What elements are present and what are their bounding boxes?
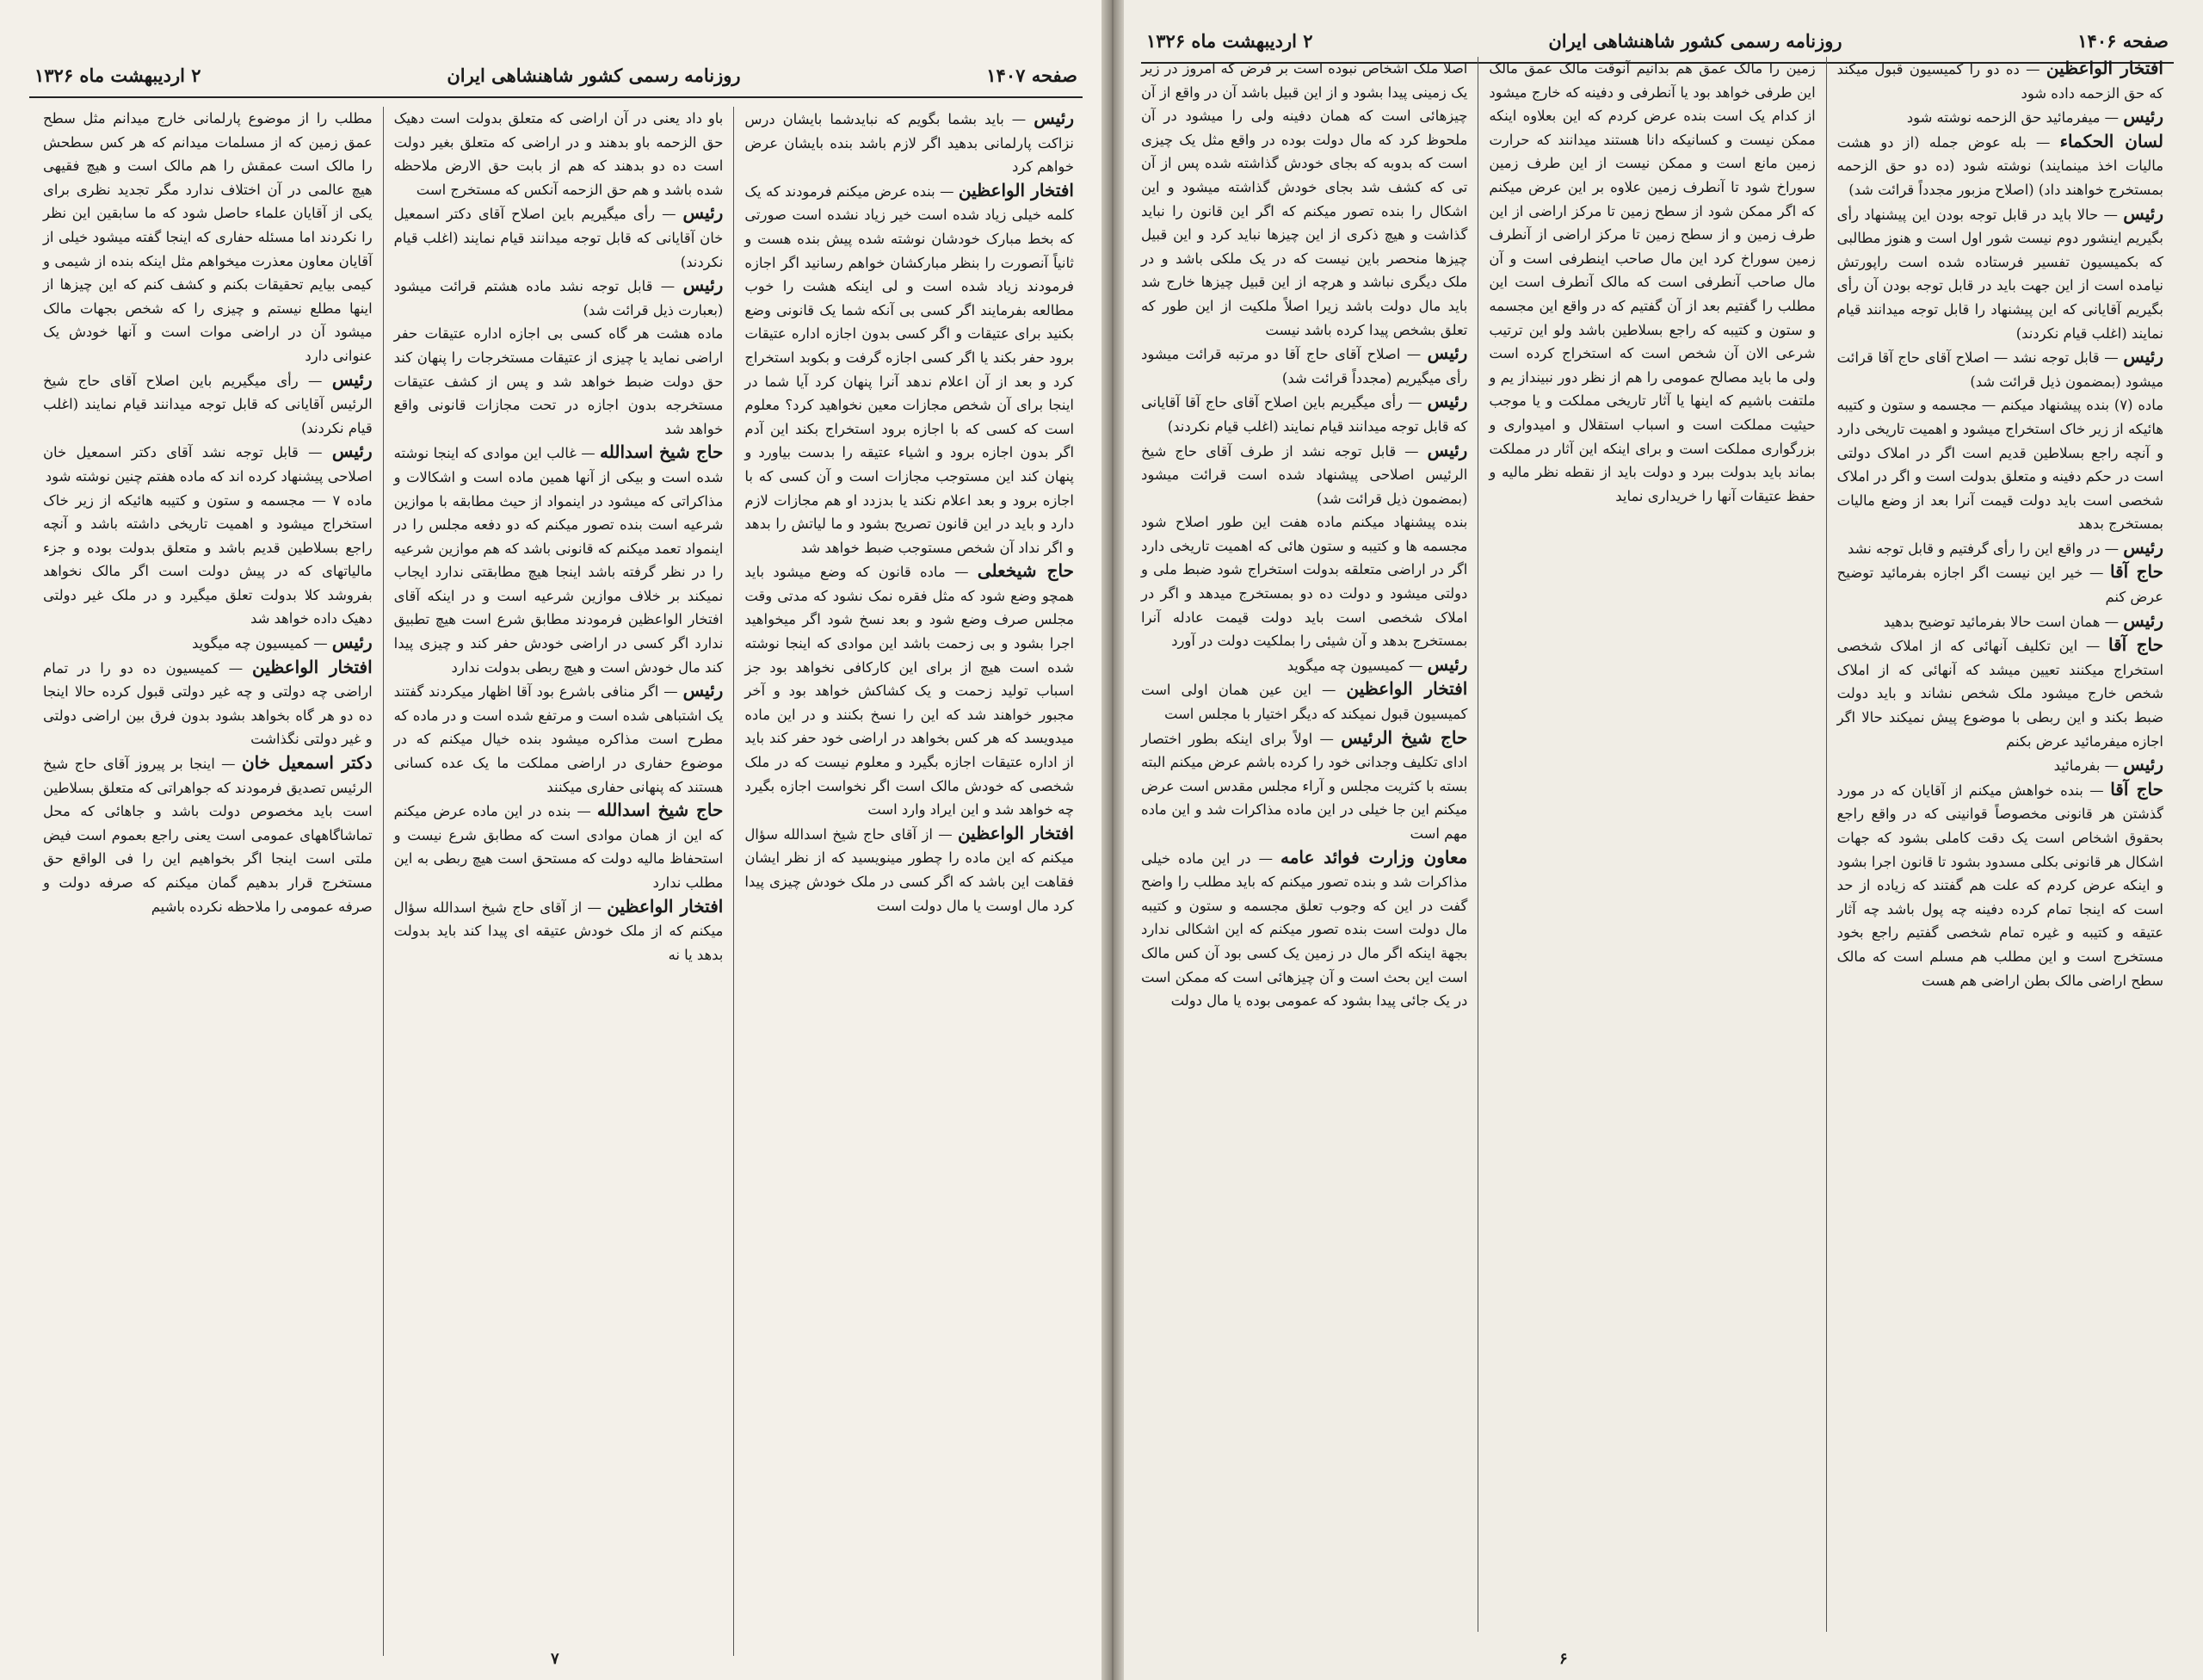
speech-paragraph — [1141, 846, 1467, 1013]
speech-text: مطلب را از موضوع پارلمانی خارج میدانم مثل سطح عمق زمین که از مسلمات میدانم که هر کس سطحش را مالک است عمقش را هم مالک است و هیچ فقیهی هیچ عالمی در آن اختلاف ندارد مگر تجدید نظری برای یکی از آقایان علماء حاصل شود که ما سابقین این نظر را نکردند اما مسئله حفاری که اینجا گفته میشود خیلی از آقایان معاون معذرت میخواهم مثل اینکه بنده از شیمی و کیمی بیایم تحقیقات بکنم و کشف کنم که این چیزها از اینها مطلع نیستم و چیزی را که شخص بجهات مالک میشود آن در اراضی موات است و آنها خودش یک عنوانی دارد — [42, 110, 373, 364]
speech-paragraph — [1141, 653, 1467, 678]
speech-paragraph — [394, 274, 724, 322]
speech-paragraph — [43, 751, 373, 918]
speech-text: — این عین همان اولی است کمیسیون قبول نمیکند که دیگر اختیار با مجلس است — [1141, 682, 1468, 723]
speaker-name: رئیس — [682, 680, 724, 701]
speech-paragraph — [744, 822, 1074, 917]
speech-text: — اصلاح آقای حاج آقا دو مرتبه قرائت میشود رأی میگیریم (مجدداً قرائت شد) — [1141, 346, 1468, 386]
text-column — [383, 107, 734, 1656]
speech-text: — قابل توجه نشد ماده هشتم قرائت میشود (بعبارت ذیل قرائت شد) — [393, 278, 724, 318]
speech-paragraph — [1837, 633, 2163, 753]
speech-text: — رأی میگیریم باین اصلاح آقای دکتر اسمعیل خان آقایانی که قابل توجه میدانند قیام نمایند (اغلب قیام نکردند) — [393, 206, 724, 270]
speech-paragraph — [1489, 57, 1815, 508]
speech-text: — بنده عرض میکنم فرمودند که یک کلمه خیلی زیاد شده است خیر زیاد نشده است صورتی که بخط مبارک خودشان نوشته شده پیش بنده هست و ثانیاً آنصورت را بنظر مبارکشان خواهم رسانید اگر اجازه فرمودند زیاد شده است و لی اینکه هشت را خوب مطالعه بفرمایند اگر کسی بی آنکه شما یک قانونی وضع بکنید برای عتیقات و اگر کسی بدون اجازه اداره عتیقات برود حفر بکند یا اگر کسی اجازه گرفت و بکوبد استخراج کرد و بعد از آن اعلام ندهد آنرا پنهان کرد آیا شما در اینجا برای آن شخص مجازات معین نخواهید کرد؟ معلوم است که کسی که با اجازه برود استخراج بکند این آدم اگر بدون اجازه برود و اشیاء عتیقه را بدست بیاورد و پنهان کند این مستوجب مجازات است و آن کسی که با اجازه برود و بعد اعلام نکند یا بدزدد او هم مجازات لازم دارد و باید در این قانون تصریح بشود و ما لیاتش را بدهد و اگر نداد آن شخص مستوجب ضبط خواهد شد — [744, 182, 1074, 556]
speaker-name: افتخار الواعظین — [2046, 58, 2163, 78]
binding-gutter — [1102, 0, 1124, 1680]
speech-text: — از آقای حاج شیخ اسدالله سؤال میکنم که این ماده را چطور مینویسید که از نظر ایشان فقاهت این باشد که اگر کسی در ملک خودش چیزی پیدا کرد مال اوست یا مال دولت است — [744, 825, 1074, 914]
speaker-name: افتخار الواعظین — [957, 822, 1074, 843]
left-page-folio: ۷ — [551, 1650, 559, 1668]
speech-paragraph — [744, 559, 1074, 822]
speech-paragraph — [394, 895, 724, 967]
speech-text: — بفرمائید — [2053, 757, 2120, 775]
speech-text: — در واقع این را رأی گرفتیم و قابل توجه نشد — [1847, 540, 2120, 557]
speech-paragraph — [1837, 130, 2163, 202]
speaker-name: رئیس — [682, 275, 724, 296]
text-column — [733, 107, 1084, 1656]
speaker-name: رئیس — [331, 441, 373, 462]
left-page-columns — [33, 107, 1084, 1656]
left-header-page-label: صفحه ۱۴۰۷ — [986, 64, 1077, 86]
text-column — [33, 107, 383, 1656]
speech-text: — بله عوض جمله (از دو هشت مالیات اخذ مینمایند) نوشته شود (ده دو حق الزحمه بمستخرج خواهند داد) (اصلاح مزبور مجدداً قرائت شد) — [1836, 133, 2163, 198]
speech-paragraph — [1837, 753, 2163, 778]
speech-text: — بنده خواهش میکنم از آقایان که در مورد گذشتن هر قانونی مخصوصاً قوانینی که در واقع راجع بحقوق اشخاص است یک دقت کاملی بشود که جهات اشکال هر قانونی بکلی مسدود بشود تا قانون اجرا بشود و اینکه عرض کردم که علت هم گفتند که زیاده از حد است که اینجا تمام کرده دفینه چه پول باشد چه آثار عتیقه و کتیبه و غیره تمام شخصی گفتیم راجع بخود مستخرج است و این مطلب هم مسلم است که مالک سطح اراضی مالک بطن اراضی هم هست — [1836, 781, 2163, 989]
speech-text: — قابل توجه نشد — اصلاح آقای حاج آقا قرائت میشود (بمضمون ذیل قرائت شد) — [1836, 349, 2163, 390]
speech-paragraph — [1837, 105, 2163, 130]
speaker-name: معاون وزارت فوائد عامه — [1280, 846, 1468, 868]
speaker-name: رئیس — [1427, 439, 1468, 460]
speech-paragraph — [744, 179, 1074, 560]
speech-text: — قابل توجه نشد آقای دکتر اسمعیل خان اصلاحی پیشنهاد کرده اند که ماده هفتم چنین نوشته شود — [42, 444, 373, 485]
text-column — [1131, 57, 1478, 1632]
speaker-name: رئیس — [2123, 346, 2163, 368]
speech-paragraph — [1837, 560, 2163, 608]
right-header-page-label: صفحه ۱۴۰۶ — [2077, 29, 2169, 52]
speech-paragraph — [394, 201, 724, 274]
right-page-columns — [1131, 57, 2174, 1632]
speech-paragraph — [1837, 345, 2163, 393]
speaker-name: حاج شیخ اسدالله — [600, 442, 724, 463]
left-header-date: ۲ اردیبهشت ماه ۱۳۲۶ — [34, 64, 201, 86]
speech-text: — خیر این نیست اگر اجازه بفرمائید توضیح عرض کنم — [1836, 565, 2163, 606]
speech-text: — همان است حالا بفرمائید توضیح بدهید — [1883, 613, 2120, 630]
speaker-name: حاج آقا — [2107, 634, 2163, 656]
speaker-name: دکتر اسمعیل خان — [241, 752, 373, 774]
speech-paragraph — [43, 489, 373, 632]
speech-text: — میفرمائید حق الزحمه نوشته شود — [1906, 109, 2120, 127]
speaker-name: افتخار الواعظین — [958, 179, 1074, 201]
speech-text: — اینجا بر پیروز آقای حاج شیخ الرئیس تصدیق فرمودند که جواهراتی که متعلق بسلاطین است باید مخصوص دولت باشد و جاهائی که محل تماشاگاههای عمومی است یعنی راجع بعموم است فیض ملتی است اینجا اگر بخواهیم این را فی الواقع حق مستخرج قرار بدهیم گمان میکنم که صرفه دولت و صرفه عمومی را ملاحظه نکرده باشیم — [42, 756, 373, 915]
speech-text: — بنده در این ماده عرض میکنم که این از همان موادی است که مطابق شرع نیست و استحفاظ مالیه دولت که مستحق است هیچ ربطی به این مطلب ندارد — [393, 803, 724, 891]
speech-text: — کمیسیون چه میگوید — [1287, 657, 1423, 674]
speaker-name: افتخار الواعظین — [1346, 678, 1468, 700]
speaker-name: رئیس — [1427, 391, 1468, 412]
speech-text: بنده پیشنهاد میکنم ماده هفت این طور اصلاح شود مجسمه ها و کتیبه و ستون هائی که اهمیت تاریخی دارد اگر در اراضی متعلقه بدولت استخراج شود ضبط ملی و دولتی میشود و دولت ده دو بمستخرج میدهد و اگر در املاک شخصی است باید دولت قیمت عادله آنرا بمستخرج بدهد و آن شیئی را بملکیت دولت در آورد — [1141, 514, 1468, 650]
speech-text: — رأی میگیریم باین اصلاح آقای حاج شیخ الرئیس آقایانی که قابل توجه میدانند قیام نمایند (اغلب قیام نکردند) — [42, 372, 373, 436]
speaker-name: رئیس — [331, 632, 373, 653]
text-column — [1826, 57, 2174, 1632]
speech-text: — کمیسیون ده دو را در تمام اراضی چه دولتی و چه غیر دولتی قبول کرده حالا اینجا ده دو هر گاه بخواهد بشود بدون فرق بین اراضی دولتی و غیر دولتی نگذاشت — [42, 659, 373, 748]
speech-paragraph — [394, 679, 724, 799]
speech-paragraph — [1141, 57, 1467, 342]
speech-text: — رأی میگیریم باین اصلاح آقای حاج آقا آقایانی که قابل توجه میدانند قیام نمایند (اغلب قیام نکردند) — [1141, 394, 1468, 435]
speaker-name: رئیس — [2123, 202, 2163, 224]
speech-paragraph — [1837, 393, 2163, 536]
right-page-folio: ۶ — [1559, 1650, 1568, 1668]
speech-text: — حالا باید در قابل توجه بودن این پیشنهاد رأی بگیریم اینشور دوم نیست شور اول است و هنوز مطالبی که بکمیسیون تفسیر فرستاده شده است راپورتش نیامده است از این جهت باید در قابل توجه بودن آن رأی بگیریم آقایانی که این پیشنهاد را قابل توجه میدانند قیام نمایند (اغلب قیام نکردند) — [1836, 206, 2163, 342]
speech-paragraph — [1837, 778, 2163, 992]
speech-paragraph — [43, 368, 373, 441]
speech-text: — اگر منافی باشرع بود آقا اظهار میکردند گفتند یک اشتباهی شده است و مرتفع شده است و در ماده که مطرح است مذاکره میشود بنده خیال میکنم که در موضوع حفاری در اراضی مملکت ما یک عده کسانی هستند که پنهانی حفاری میکنند — [393, 683, 724, 795]
speaker-name: رئیس — [2123, 106, 2163, 127]
speech-text: — ده دو را کمیسیون قبول میکند که حق الزحمه داده شود — [1836, 61, 2163, 102]
speech-paragraph — [1837, 536, 2163, 561]
right-page-header — [1112, 21, 2203, 60]
speech-paragraph — [43, 440, 373, 488]
speaker-name: رئیس — [2123, 754, 2163, 775]
speech-paragraph — [744, 107, 1074, 179]
speech-paragraph — [394, 799, 724, 894]
speech-text: زمین را مالک عمق هم بدانیم آنوقت مالک عمق مالک این طرفی خواهد بود یا آنطرفی و دفینه که خارج میشود از کدام یک است بنده عرض کردم که این بعلاوه اینکه ممکن نیست و کسانیکه دانا هستند میدانند که حرارت زمین مانع است و ممکن نیست از این طرف زمین سوراخ شود تا آنطرف زمین علاوه بر این عرض میکنم که اگر ممکن شود از سطح زمین تا مرکز اراضی از این طرف زمین و از سطح زمین تا مرکز اراضی از آنطرف زمین سوراخ کرد این مال صاحب اینطرفی است و آن مال صاحب آنطرفی است که مالک آنطرف است این مطلب را گفتیم بعد از آن گفتیم که در واقع این مجسمه و ستون و کتیبه که راجع بسلاطین باشد ولو این ترتیب شرعی الان آن شخص است که استخراج کرده است ولی ما باید مصالح عمومی را هم از نظر دور نبینداز یم و ملتفت باشیم که اینها یا آثار تاریخی مملکت و یا موجب حیثیت مملکت است و اسباب استقلال و امیدواری و بزرگواری مملکت است و برای اینکه این آثار در مملکت بماند باید بدولت ببرد و دولت باید از نقطه نظر مالیه و حفظ عتیقات آنها را خریداری نماید — [1489, 60, 1816, 504]
left-header-title: روزنامه رسمی کشور شاهنشاهی ایران — [447, 64, 741, 86]
speech-paragraph — [1141, 510, 1467, 653]
speech-text: ماده هشت هر گاه کسی بی اجازه اداره عتیقات حفر اراضی نماید یا چیزی از عتیقات مستخرجات را پنهان کند حق دولت ضبط خواهد شد و پس از کشف عتیقات مستخرجه بدون اجازه در تحت مجازات قانونی واقع خواهد شد — [393, 325, 724, 437]
speech-text: — کمیسیون چه میگوید — [192, 635, 328, 652]
speech-paragraph — [1837, 57, 2163, 105]
speaker-name: حاج شیخ الرئیس — [1341, 726, 1468, 748]
speech-text: باو داد یعنی در آن اراضی که متعلق بدولت است دهیک حق الزحمه باو بدهند و در اراضی که متعلق بغیر دولت است ده دو بدهند که هم از بابت حق الارض ملاحظه شده باشد و هم حق الزحمه آنکس که مستخرج است — [393, 110, 724, 198]
speech-paragraph — [394, 322, 724, 441]
speaker-name: حاج آقا — [2110, 561, 2164, 583]
speech-paragraph — [43, 656, 373, 751]
speaker-name: رئیس — [1427, 653, 1468, 675]
text-column — [1478, 57, 1825, 1632]
speech-paragraph — [1837, 202, 2163, 346]
speaker-name: لسان الحکماء — [2059, 130, 2163, 151]
speech-paragraph — [394, 107, 724, 201]
speaker-name: رئیس — [682, 202, 724, 224]
speech-paragraph — [1837, 609, 2163, 634]
speaker-name: حاج آقا — [2110, 778, 2164, 800]
speaker-name: رئیس — [2123, 609, 2163, 631]
speech-text: — در این ماده خیلی مذاکرات شد و بنده تصور میکنم که باید مطلب را واضح گفت در این که وجوب تعلق مجسمه و ستون و کتیبه مال دولت است بنده تصور میکنم که این اشکالی ندارد بجهة اینکه اگر مال در زمین یک کسی بود آن کس مالک است این بحث است و آن چیزهائی است که ممکن است در یک جائی پیدا بشود که عمومی بوده یا مال دولت — [1141, 849, 1468, 1010]
speech-text: — قابل توجه نشد از طرف آقای حاج شیخ الرئیس اصلاحی پیشنهاد شده است قرائت میشود (بمضمون ذیل قرائت شد) — [1141, 442, 1468, 507]
speech-paragraph — [1141, 390, 1467, 438]
speech-text: — از آقای حاج شیخ اسدالله سؤال میکنم که از ملک خودش عتیقه ای پیدا کند باید بدولت بدهد یا نه — [393, 899, 724, 963]
speech-text: ماده ۷ — مجسمه و ستون و کتیبه هائیکه از زیر خاک استخراج میشود و اهمیت تاریخی داشته باشد و آنچه راجع بسلاطین قدیم باشد و متعلق بدولت بوده و جزء مالیاتهای که در پیش دولت است اگر مالک نخواهد بفروشد کلا بدولت تعلق میگیرد و در ملک غیر دولتی دهیک داده خواهد شد — [42, 491, 373, 627]
speech-text: اصلا ملک اشخاص نبوده است بر فرض که امروز در زیر یک زمینی پیدا بشود و از این قبیل باشد آن در واقع از آن چیزهائی است که همان دفینه ولی را میشود در آن ملحوظ کرد که مال دولت بوده در واقع مثل یک چیزی است که بدوبه که بجای خودش گذاشته شده پس از آن تی که کشف شد بجای خودش گذاشته میشود و این اشکال را بنده تصور میکنم که اگر این قانون را نباید گذاشت و هیچ ذکری از این چیزها نباید کرد و این قبیل چیزها منحصر باین نیست که در یک ملکی باشد و در ملک دیگری نباشد و هرچه از این قبیل چیزها خارج شد باید مال دولت باشد زیرا اصلاً ملکیت از این طور که تعلق بشخص پیدا کرده باشد نیست — [1141, 60, 1468, 338]
speaker-name: حاج شیخعلی — [977, 560, 1074, 582]
speech-paragraph — [43, 107, 373, 368]
speech-text: — ماده قانون که وضع میشود باید همچو وضع شود که مثل فقره نمک نشود که مدتی وقت مجلس صرف وضع شود و بعد نسخ شود اگر میخواهید اجرا بشود و بی زحمت باشد این موادی که اینجا نوشته شده است هیچ از برای این کارکافی نخواهد بود جز اسباب تولید زحمت و یک کشاکش خواهد بود و آخر مجبور خواهند شد که این را نسخ بکنند و در این ماده میدویسد که هر کس بخواهد در اراضی خود حفر کند باید از اداره عتیقات اجازه بگیرد و معلوم نیست که در ملک شخصی که خودش مالک است اگر نخواست اجازه بگیرد چه خواهد شد و این ایراد وارد است — [744, 564, 1074, 818]
speech-paragraph — [1141, 726, 1467, 846]
speaker-name: افتخار الواعظین — [252, 656, 373, 677]
speech-paragraph — [1141, 342, 1467, 390]
header-rule — [29, 96, 1083, 98]
right-page — [1112, 0, 2203, 1680]
speaker-name: رئیس — [2123, 536, 2163, 558]
right-header-title: روزنامه رسمی کشور شاهنشاهی ایران — [1548, 29, 1842, 52]
speech-text: — اولاً برای اینکه بطور اختصار ادای تکلیف وجدانی خود را کرده باشم عرض میکنم البته بسته با کثریت مجلس و آراء مجلس مقدس است عرض میکنم این جا خیلی در این ماده مذاکرات شد و این ماده مهم است — [1141, 730, 1468, 842]
speech-text: ماده (۷) بنده پیشنهاد میکنم — مجسمه و ستون و کتیبه هائیکه از زیر خاک استخراج میشود و اهمیت تاریخی دارد و آنچه راجع بسلاطین قدیم است اگر در املاک دولتی است در حکم دفینه و متعلق بدولت است و اگر در املاک شخصی است باید دولت قیمت آنرا بعد از وضع مالیات بمستخرج بدهد — [1836, 397, 2164, 533]
speaker-name: رئیس — [1034, 108, 1074, 128]
speaker-name: حاج شیخ اسدالله — [596, 800, 724, 821]
speech-text: — این تکلیف آنهائی که از املاک شخصی استخراج میکنند تعیین میشد که آنهائی که از املاک شخص خارج میشود ملک شخص نشاند و باید دولت ضبط بکند و این ربطی با موضوع پیش نمیکند حالا اگر اجازه میفرمائید عرض بکنم — [1836, 638, 2163, 750]
left-page-header — [0, 55, 1112, 95]
speech-paragraph — [1141, 439, 1467, 511]
speaker-name: افتخار الواعظین — [607, 895, 724, 917]
speaker-name: رئیس — [331, 368, 373, 390]
speech-paragraph — [1141, 677, 1467, 726]
speech-text: — غالب این موادی که اینجا نوشته شده است و بیکی از آنها همین ماده است و اشکالات و مذاکراتی که میشود در اینمواد از حیث مطابقه با موازین شرعیه است بنده تصور میکنم که دو دفعه مجلس را در اینمواد تعمد میکنم که قانونی باشد که هم موازین شرعیه را در نظر گرفته باشد اینجا هیچ مطابقتی ندارد ایجاب نمیکند بر خلاف موازین شرعیه است و در اینکه آقای افتخار الواعظین فرمودند مطابق شرع است هیچ تطبیق ندارد اگر کسی در اراضی خودش حفر کند و چیزی پیدا کند مال خودش است و هیچ ربطی بدولت ندارد — [393, 445, 724, 676]
speech-paragraph — [43, 631, 373, 656]
right-header-date: ۲ اردیبهشت ماه ۱۳۲۶ — [1146, 29, 1313, 52]
speech-paragraph — [394, 441, 724, 679]
speaker-name: رئیس — [1427, 343, 1468, 364]
speech-text: — باید بشما بگویم که نبایدشما بایشان درس نزاکت پارلمانی بدهید اگر لازم باشد بنده بایشان عرض خواهم کرد — [744, 111, 1074, 176]
